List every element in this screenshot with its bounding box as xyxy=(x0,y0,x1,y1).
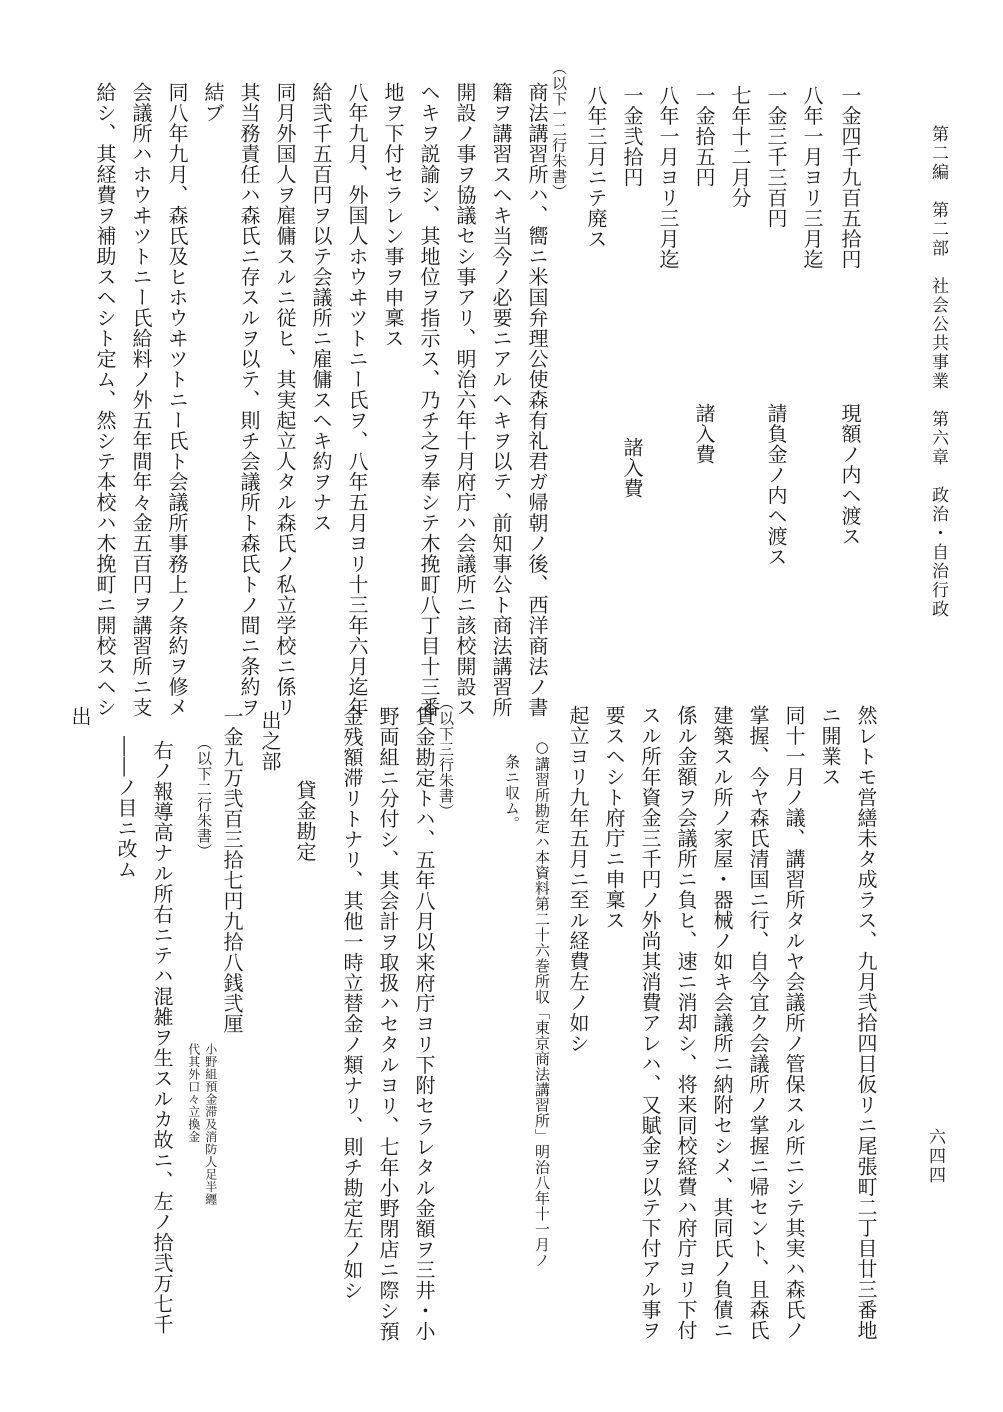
section-title: 貸金勘定 xyxy=(293,780,317,862)
text-line: 会議所ハホウヰツトニー氏給料ノ外五年間年々金五百円ヲ講習所ニ支 xyxy=(129,82,153,718)
entry-note: 小野組預金滞及消防人足半纒 xyxy=(203,1043,218,1206)
text-line: 建築スル所ノ家屋・器械ノ如キ会議所ニ納附セシメ、其同氏ノ負債ニ xyxy=(710,705,734,1341)
text-line: 同八年九月、森氏及ヒホウヰツトニー氏ト会議所事務上ノ条約ヲ修メ xyxy=(165,82,189,718)
ledger-item: 八年三月ニテ廃ス xyxy=(584,85,608,249)
text-line: 商法講習所ハ、嚮ニ米国弁理公使森有礼君ガ帰朝ノ後、西洋商法ノ書 xyxy=(525,82,549,718)
text-line: 貸金勘定トハ、五年八月以来府庁ヨリ下附セラレタル金額ヲ三井・小 xyxy=(412,706,436,1342)
annotation-red-ink: （以下二行朱書） xyxy=(195,735,213,859)
ledger-note: 現額ノ内ヘ渡ス xyxy=(838,403,862,547)
text-line: 金残額滞リトナリ、其他一時立替金ノ類ナリ、則チ勘定左ノ如シ xyxy=(340,706,364,1301)
text-line: 掌握、今ヤ森氏清国ニ行、自今宜ク会議所ノ掌握ニ帰セント、且森氏 xyxy=(746,705,770,1341)
text-line: 同月外国人ヲ雇傭スルニ従ヒ、其実起立人タル森氏ノ私立学校ニ係リ xyxy=(273,82,297,718)
ledger-item: 一金拾五円 xyxy=(692,85,716,188)
entry-note: 代其外口々立換金 xyxy=(186,1043,201,1143)
ledger-item: 一金四千九百五拾円 xyxy=(838,85,862,270)
text-line: ――ノ目ニ改ム xyxy=(114,736,138,880)
editor-note: ○講習所勘定ハ本資料第二十六巻所収「東京商法講習所」明治八年十一月ノ xyxy=(533,738,551,1268)
text-line: 野両組ニ分付シ、其会計ヲ取扱ハセタルヨリ、七年小野閉店ニ際シ預 xyxy=(376,706,400,1342)
ledger-note: 諸入費 xyxy=(692,403,716,465)
text-line: 要スヘシト府庁ニ申稟ス xyxy=(602,705,626,931)
text-line: 然レトモ営繕未タ成ラス、九月弐拾四日仮リニ尾張町二丁目廿三番地 xyxy=(854,705,878,1341)
text-line: 同十一月ノ議、講習所タルヤ会議所ノ管保スル所ニシテ其実ハ森氏ノ xyxy=(782,705,806,1341)
text-line: 地ヲ下付セラレン事ヲ申稟ス xyxy=(381,82,405,349)
text-line: 給弐千五百円ヲ以テ会議所ニ雇傭スヘキ約ヲナス xyxy=(309,82,333,533)
text-line: 其当務責任ハ森氏ニ存スルヲ以テ、則チ会議所ト森氏トノ間ニ条約ヲ xyxy=(237,82,261,718)
text-line: ヘキヲ説諭シ、其地位ヲ指示ス、乃チ之ヲ奉シテ木挽町八丁目十三番 xyxy=(417,82,441,718)
annotation-red-ink: （以下三行朱書） xyxy=(437,695,455,819)
text-line: 籍ヲ講習スヘキ当今ノ必要ニアルヘキヲ以テ、前知事公ト商法講習所 xyxy=(489,82,513,718)
text-line: 八年九月、外国人ホウヰツトニー氏ヲ、八年五月ヨリ十三年六月迄年 xyxy=(345,82,369,718)
text-line: 結ブ xyxy=(201,82,225,123)
editor-note: 条ニ収ム。 xyxy=(503,754,521,832)
ledger-item: 八年一月ヨリ三月迄 xyxy=(800,85,824,270)
ledger-note: 請負金ノ内ヘ渡ス xyxy=(764,403,788,567)
section-subtitle: 出之部 xyxy=(258,710,282,772)
text-line: 給シ、其経費ヲ補助スヘシト定ム、然シテ本校ハ木挽町ニ開校スヘシ xyxy=(93,82,117,718)
ledger-item: 一金三千三百円 xyxy=(764,85,788,229)
page-number: 六四四 xyxy=(925,1128,945,1185)
text-line: ニ開業ス xyxy=(818,705,842,787)
text-line: 開設ノ事ヲ協議セシ事アリ、明治六年十月府庁ハ会議所ニ該校開設ス xyxy=(453,82,477,718)
annotation-red-ink: （以下一二行朱書） xyxy=(550,60,568,200)
text-line: 係ル金額ヲ会議所ニ負ヒ、速ニ消却シ、将来同校経費ハ府庁ヨリ下付 xyxy=(674,705,698,1341)
text-line: スル所年資金三千円ノ外尚其消費アレハ、又賦金ヲ以テ下付アル事ヲ xyxy=(638,705,662,1341)
running-header: 第二編 第二部 社会公共事業 第六章 政治・自治行政 xyxy=(928,125,948,619)
ledger-note: 諸入費 xyxy=(620,437,644,499)
ledger-item: 一金弐拾円 xyxy=(620,85,644,188)
ledger-item: 八年一月ヨリ三月迄 xyxy=(656,85,680,270)
text-line: 起立ヨリ九年五月ニ至ル経費左ノ如シ xyxy=(566,705,590,1054)
ledger-item: 七年十二月分 xyxy=(728,85,752,208)
text-line: 出 xyxy=(68,706,92,727)
ledger-entry: 一金九万弐百三拾七円九拾八銭弐厘 xyxy=(220,706,244,1034)
text-line: 右ノ報導高ナル所右ニテハ混雑ヲ生スルカ故ニ、左ノ拾弐万七千 xyxy=(150,740,174,1335)
